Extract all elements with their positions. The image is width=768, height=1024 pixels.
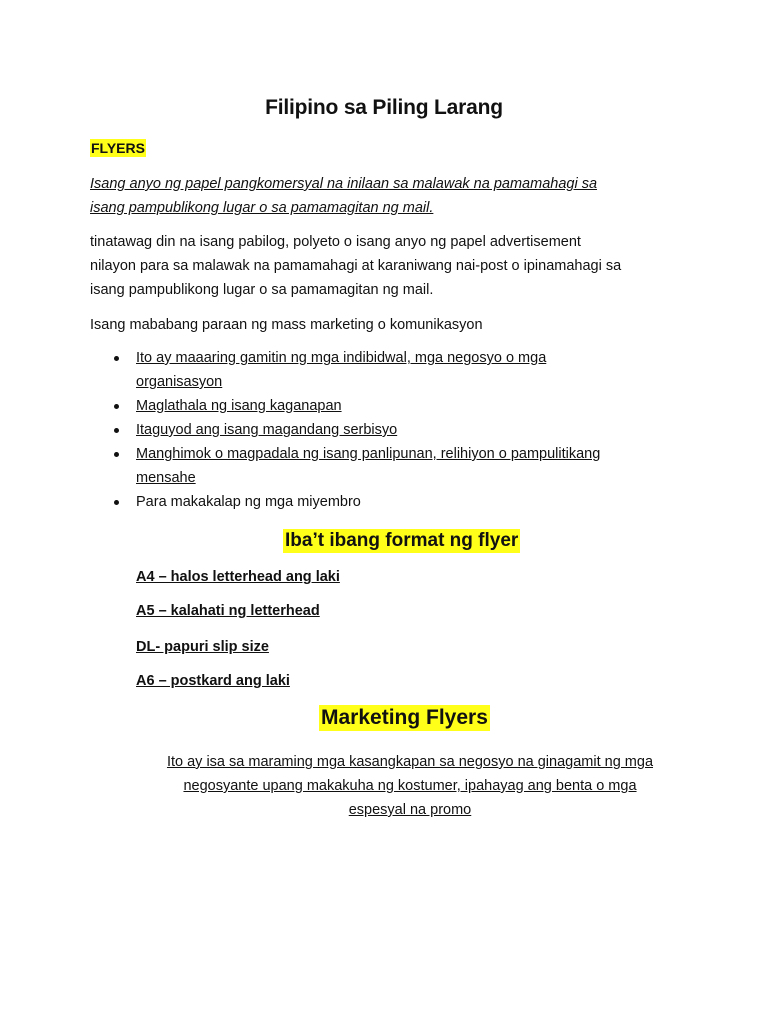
bullet-text: Manghimok o magpadala ng isang panlipunan, relihiyon o pampulitikang: [136, 446, 601, 462]
document-title: Filipino sa Piling Larang: [265, 96, 503, 119]
definition-line-1: Isang anyo ng papel pangkomersyal na inilaan sa malawak na pamamahagi sa: [90, 176, 598, 192]
bullet-list: [110, 346, 690, 514]
format-item-a6: A6 – postkard ang laki: [136, 673, 290, 689]
marketing-line-3-wrap: [130, 798, 690, 822]
bullet-text: Ito ay maaaring gamitin ng mga indibidwal, mga negosyo o mga: [136, 350, 547, 366]
bullet-item: [110, 418, 690, 442]
flyers-label: FLYERS: [91, 140, 145, 156]
bullet-icon: [114, 452, 119, 457]
bullet-item: [110, 490, 690, 514]
paragraph-line-3: isang pampublikong lugar o sa pamamagitan ng mail.: [90, 282, 434, 298]
marketing-line-3: espesyal na promo: [348, 802, 472, 818]
bullet-icon: [114, 500, 119, 505]
formats-heading: Iba’t ibang format ng flyer: [285, 530, 519, 551]
bullet-item: [110, 346, 690, 394]
bullet-item: [110, 394, 690, 418]
marketing-line-2: negosyante upang makakuha ng kostumer, ipahayag ang benta o mga: [183, 778, 637, 794]
bullet-icon: [114, 428, 119, 433]
bullet-text-cont: organisasyon: [136, 374, 223, 390]
bullet-icon: [114, 404, 119, 409]
paragraph-line-1: tinatawag din na isang pabilog, polyeto o isang anyo ng papel advertisement: [90, 234, 581, 250]
bullet-text: Itaguyod ang isang magandang serbisyo: [136, 422, 398, 438]
bullet-text: Maglathala ng isang kaganapan: [136, 398, 342, 414]
format-item-a5: A5 – kalahati ng letterhead: [136, 603, 320, 619]
bullet-icon: [114, 356, 119, 361]
bullet-text: Para makakalap ng mga miyembro: [136, 494, 361, 510]
definition-line-2: isang pampublikong lugar o sa pamamagitan ng mail.: [90, 200, 434, 216]
format-item-a4: A4 – halos letterhead ang laki: [136, 569, 340, 585]
mass-marketing-text: Isang mababang paraan ng mass marketing o komunikasyon: [90, 317, 483, 333]
marketing-line-1: Ito ay isa sa maraming mga kasangkapan sa negosyo na ginagamit ng mga: [166, 754, 654, 770]
bullet-item: [110, 442, 690, 490]
bullet-text-cont: mensahe: [136, 470, 196, 486]
format-item-dl: DL- papuri slip size: [136, 639, 269, 655]
marketing-heading: Marketing Flyers: [321, 706, 488, 729]
paragraph-line-2: nilayon para sa malawak na pamamahagi at karaniwang nai-post o ipinamahagi sa: [90, 258, 622, 274]
